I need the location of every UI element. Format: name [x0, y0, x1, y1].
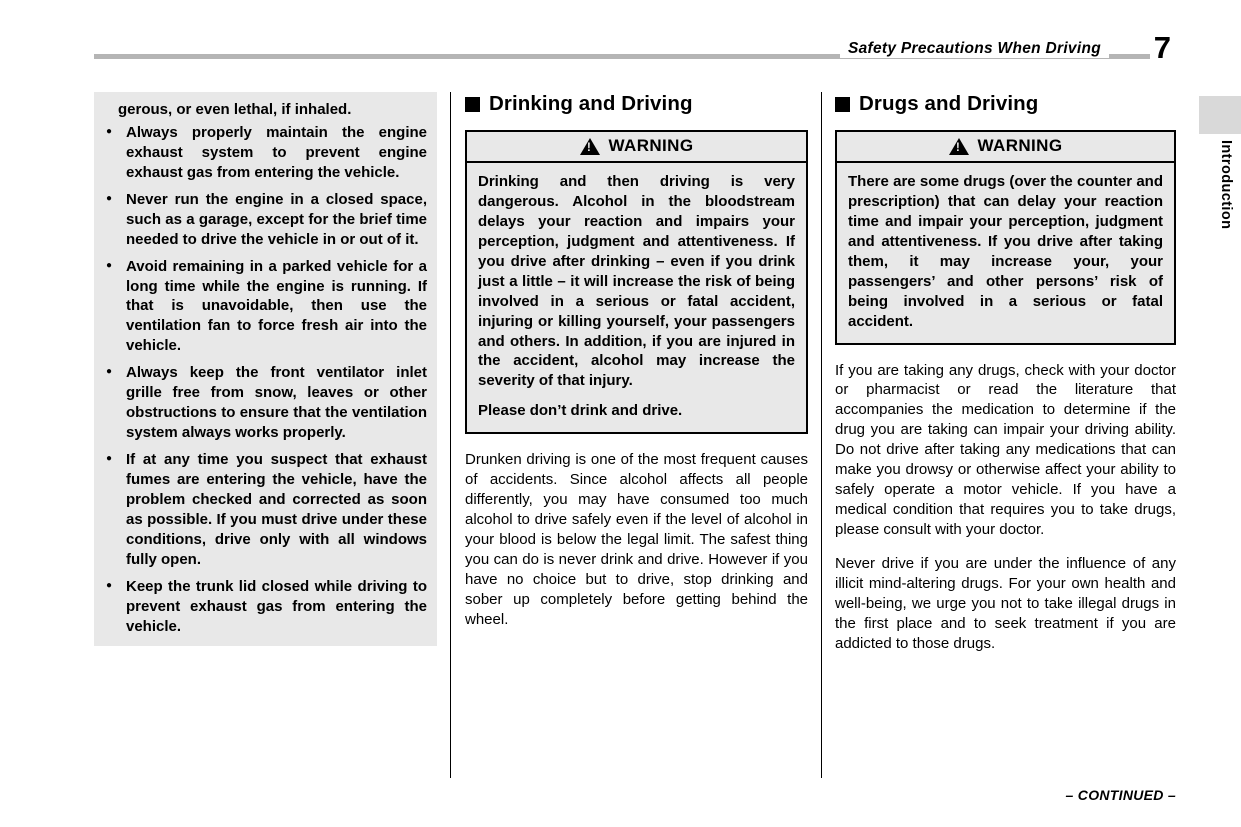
- column-divider-1: [450, 92, 451, 778]
- body-paragraph: Never drive if you are under the influence of any illicit mind-altering drugs. For your own health and well-being, we urge you not to take illegal drugs in the first place and to seek treatment if you are addicted to those drugs.: [835, 554, 1176, 652]
- list-item: ● Keep the trunk lid closed while driving to prevent exhaust gas from entering the vehicle.: [104, 577, 427, 637]
- column-1: [94, 92, 437, 646]
- page-header: [94, 30, 1175, 76]
- column-2: [465, 92, 808, 630]
- precaution-bullet-list: [104, 123, 427, 637]
- warning-label: WARNING: [608, 136, 694, 155]
- list-item: ● Never run the engine in a closed space, such as a garage, except for the brief time needed to drive the vehicle in or out of it.: [104, 190, 427, 250]
- warning-triangle-icon: [580, 138, 600, 155]
- page-title: Safety Precautions When Driving: [840, 40, 1109, 58]
- warning-box-body: [837, 163, 1174, 343]
- warning-box-body: [467, 163, 806, 432]
- continued-footer: – CONTINUED –: [1065, 787, 1176, 803]
- section-heading-label: Drinking and Driving: [489, 92, 693, 115]
- exhaust-gas-warning-box: [94, 92, 437, 646]
- page-number: 7: [1150, 28, 1175, 68]
- section-heading-label: Drugs and Driving: [859, 92, 1039, 115]
- column-3: [835, 92, 1176, 654]
- warning-label: WARNING: [977, 136, 1063, 155]
- column-divider-2: [821, 92, 822, 778]
- section-tab-marker: [1199, 96, 1241, 134]
- section-heading-drugs-and-driving: [835, 92, 1176, 116]
- warning-paragraph: Drinking and then driving is very dangerous. Alcohol in the bloodstream delays your reaction and impairs your perception, judgment and attentiveness. If you drive after drinking – even if you drink just a little – it will increase the risk of being involved in a serious or fatal accident, injuring or killing yourself, your passengers and others. In addition, if you are injured in the accident, alcohol may increase the severity of that injury.: [478, 173, 795, 390]
- warning-box-header: [467, 132, 806, 163]
- warning-paragraph: Please don’t drink and drive.: [478, 402, 683, 420]
- list-item: ● Always keep the front ventilator inlet grille free from snow, leaves or other obstructions to ensure that the ventilation system always works properly.: [104, 363, 427, 443]
- square-bullet-icon: [835, 97, 850, 112]
- warning-paragraph: There are some drugs (over the counter and prescription) that can delay your reaction time and impair your perception, judgment and attentiveness. If you drive after taking them, it may increase your, your passengers’ and other persons’ risk of being involved in a serious or fatal accident.: [848, 173, 1163, 330]
- section-heading-drinking-and-driving: [465, 92, 808, 116]
- warning-box-header: [837, 132, 1174, 163]
- warning-box-drinking: [465, 130, 808, 434]
- list-item: ● Always properly maintain the engine exhaust system to prevent engine exhaust gas from entering the vehicle.: [104, 123, 427, 183]
- warning-triangle-icon: [949, 138, 969, 155]
- list-item: ● Avoid remaining in a parked vehicle for a long time while the engine is running. If that is unavoidable, then use the ventilation fan to force fresh air into the vehicle.: [104, 257, 427, 357]
- list-item: ● If at any time you suspect that exhaust fumes are entering the vehicle, have the problem checked and corrected as soon as possible. If you must drive under these conditions, drive only with all windows fully open.: [104, 450, 427, 570]
- body-paragraph: Drunken driving is one of the most frequent causes of accidents. Since alcohol affects all people differently, you may have consumed too much alcohol to drive safely even if the level of alcohol in your blood is below the legal limit. The safest thing you can do is never drink and drive. However if you have no choice but to drive, stop drinking and sober up completely before getting behind the wheel.: [465, 451, 808, 628]
- continued-lead-text: gerous, or even lethal, if inhaled.: [118, 101, 352, 118]
- square-bullet-icon: [465, 97, 480, 112]
- section-tab-label: Introduction: [1218, 140, 1234, 230]
- body-paragraph: If you are taking any drugs, check with your doctor or pharmacist or read the literature that accompanies the medication to determine if the drug you are taking can impair your driving ability. Do not drive after taking any medications that can make you drowsy or otherwise affect your ability to safely operate a motor vehicle. If you have a medical condition that requires you to take drugs, please consult with your doctor.: [835, 361, 1176, 538]
- warning-box-drugs: [835, 130, 1176, 345]
